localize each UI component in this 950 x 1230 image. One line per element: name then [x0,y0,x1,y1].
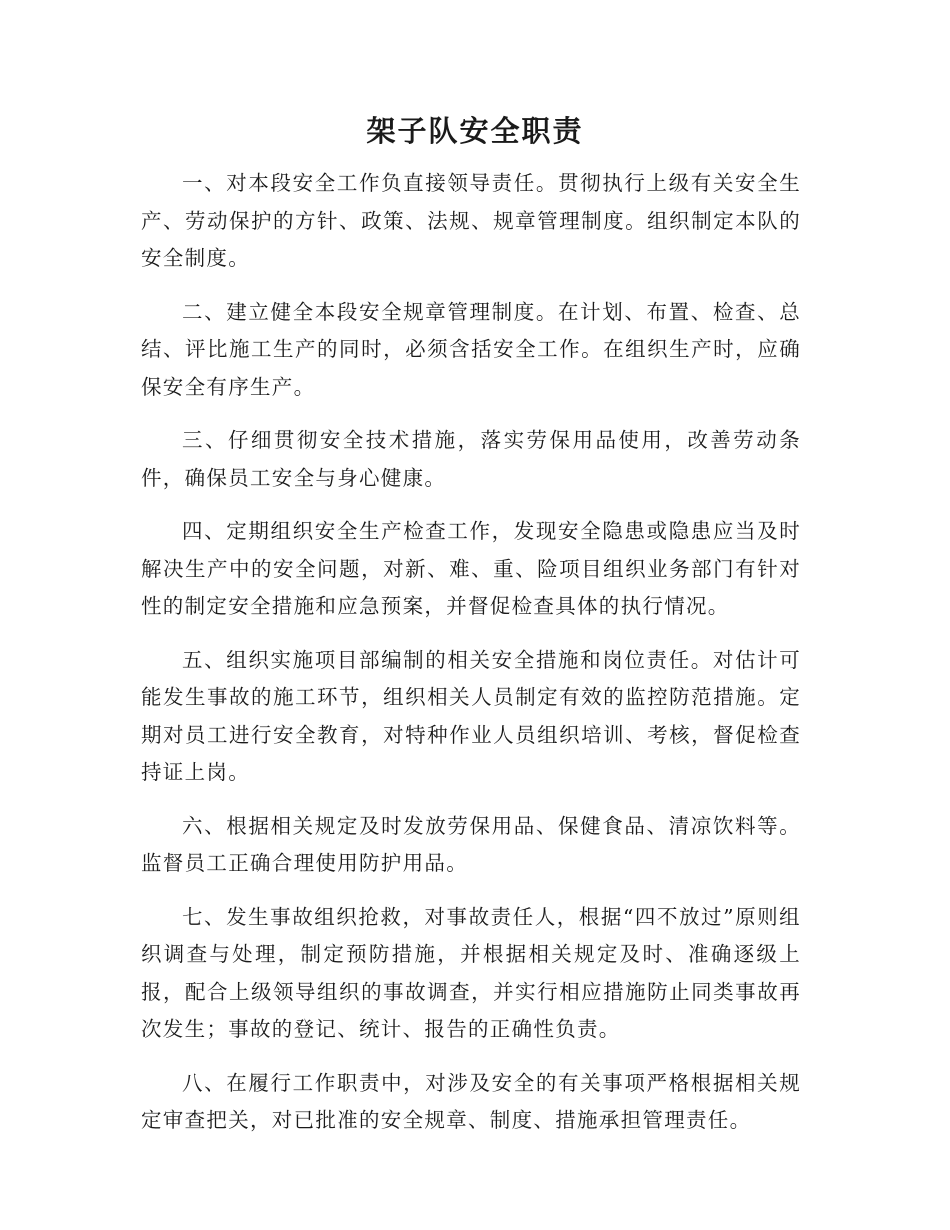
paragraph-5: 五、组织实施项目部编制的相关安全措施和岗位责任。对估计可能发生事故的施工环节，组织相关人员制定有效的监控防范措施。定期对员工进行安全教育，对特种作业人员组织培训、考核，督促检查持证上岗。 [141,647,801,784]
paragraph-3: 三、仔细贯彻安全技术措施，落实劳保用品使用，改善劳动条件，确保员工安全与身心健康。 [141,428,801,490]
document-title: 架子队安全职责 [366,114,584,148]
document-body [141,165,801,1156]
paragraph-7: 七、发生事故组织抢救，对事故责任人，根据“四不放过”原则组织调查与处理，制定预防措施，并根据相关规定及时、准确逐级上报，配合上级领导组织的事故调查，并实行相应措施防止同类事故再次发生；事故的登记、统计、报告的正确性负责。 [141,904,801,1041]
paragraph-4: 四、定期组织安全生产检查工作，发现安全隐患或隐患应当及时解决生产中的安全问题，对新、难、重、险项目组织业务部门有针对性的制定安全措施和应急预案，并督促检查具体的执行情况。 [141,519,801,618]
paragraph-1: 一、对本段安全工作负直接领导责任。贯彻执行上级有关安全生产、劳动保护的方针、政策、法规、规章管理制度。组织制定本队的安全制度。 [141,171,801,270]
paragraph-6: 六、根据相关规定及时发放劳保用品、保健食品、清凉饮料等。监督员工正确合理使用防护用品。 [141,813,801,875]
paragraph-8: 八、在履行工作职责中，对涉及安全的有关事项严格根据相关规定审查把关，对已批准的安全规章、制度、措施承担管理责任。 [141,1070,801,1132]
paragraph-2: 二、建立健全本段安全规章管理制度。在计划、布置、检查、总结、评比施工生产的同时，必须含括安全工作。在组织生产时，应确保安全有序生产。 [141,299,801,399]
